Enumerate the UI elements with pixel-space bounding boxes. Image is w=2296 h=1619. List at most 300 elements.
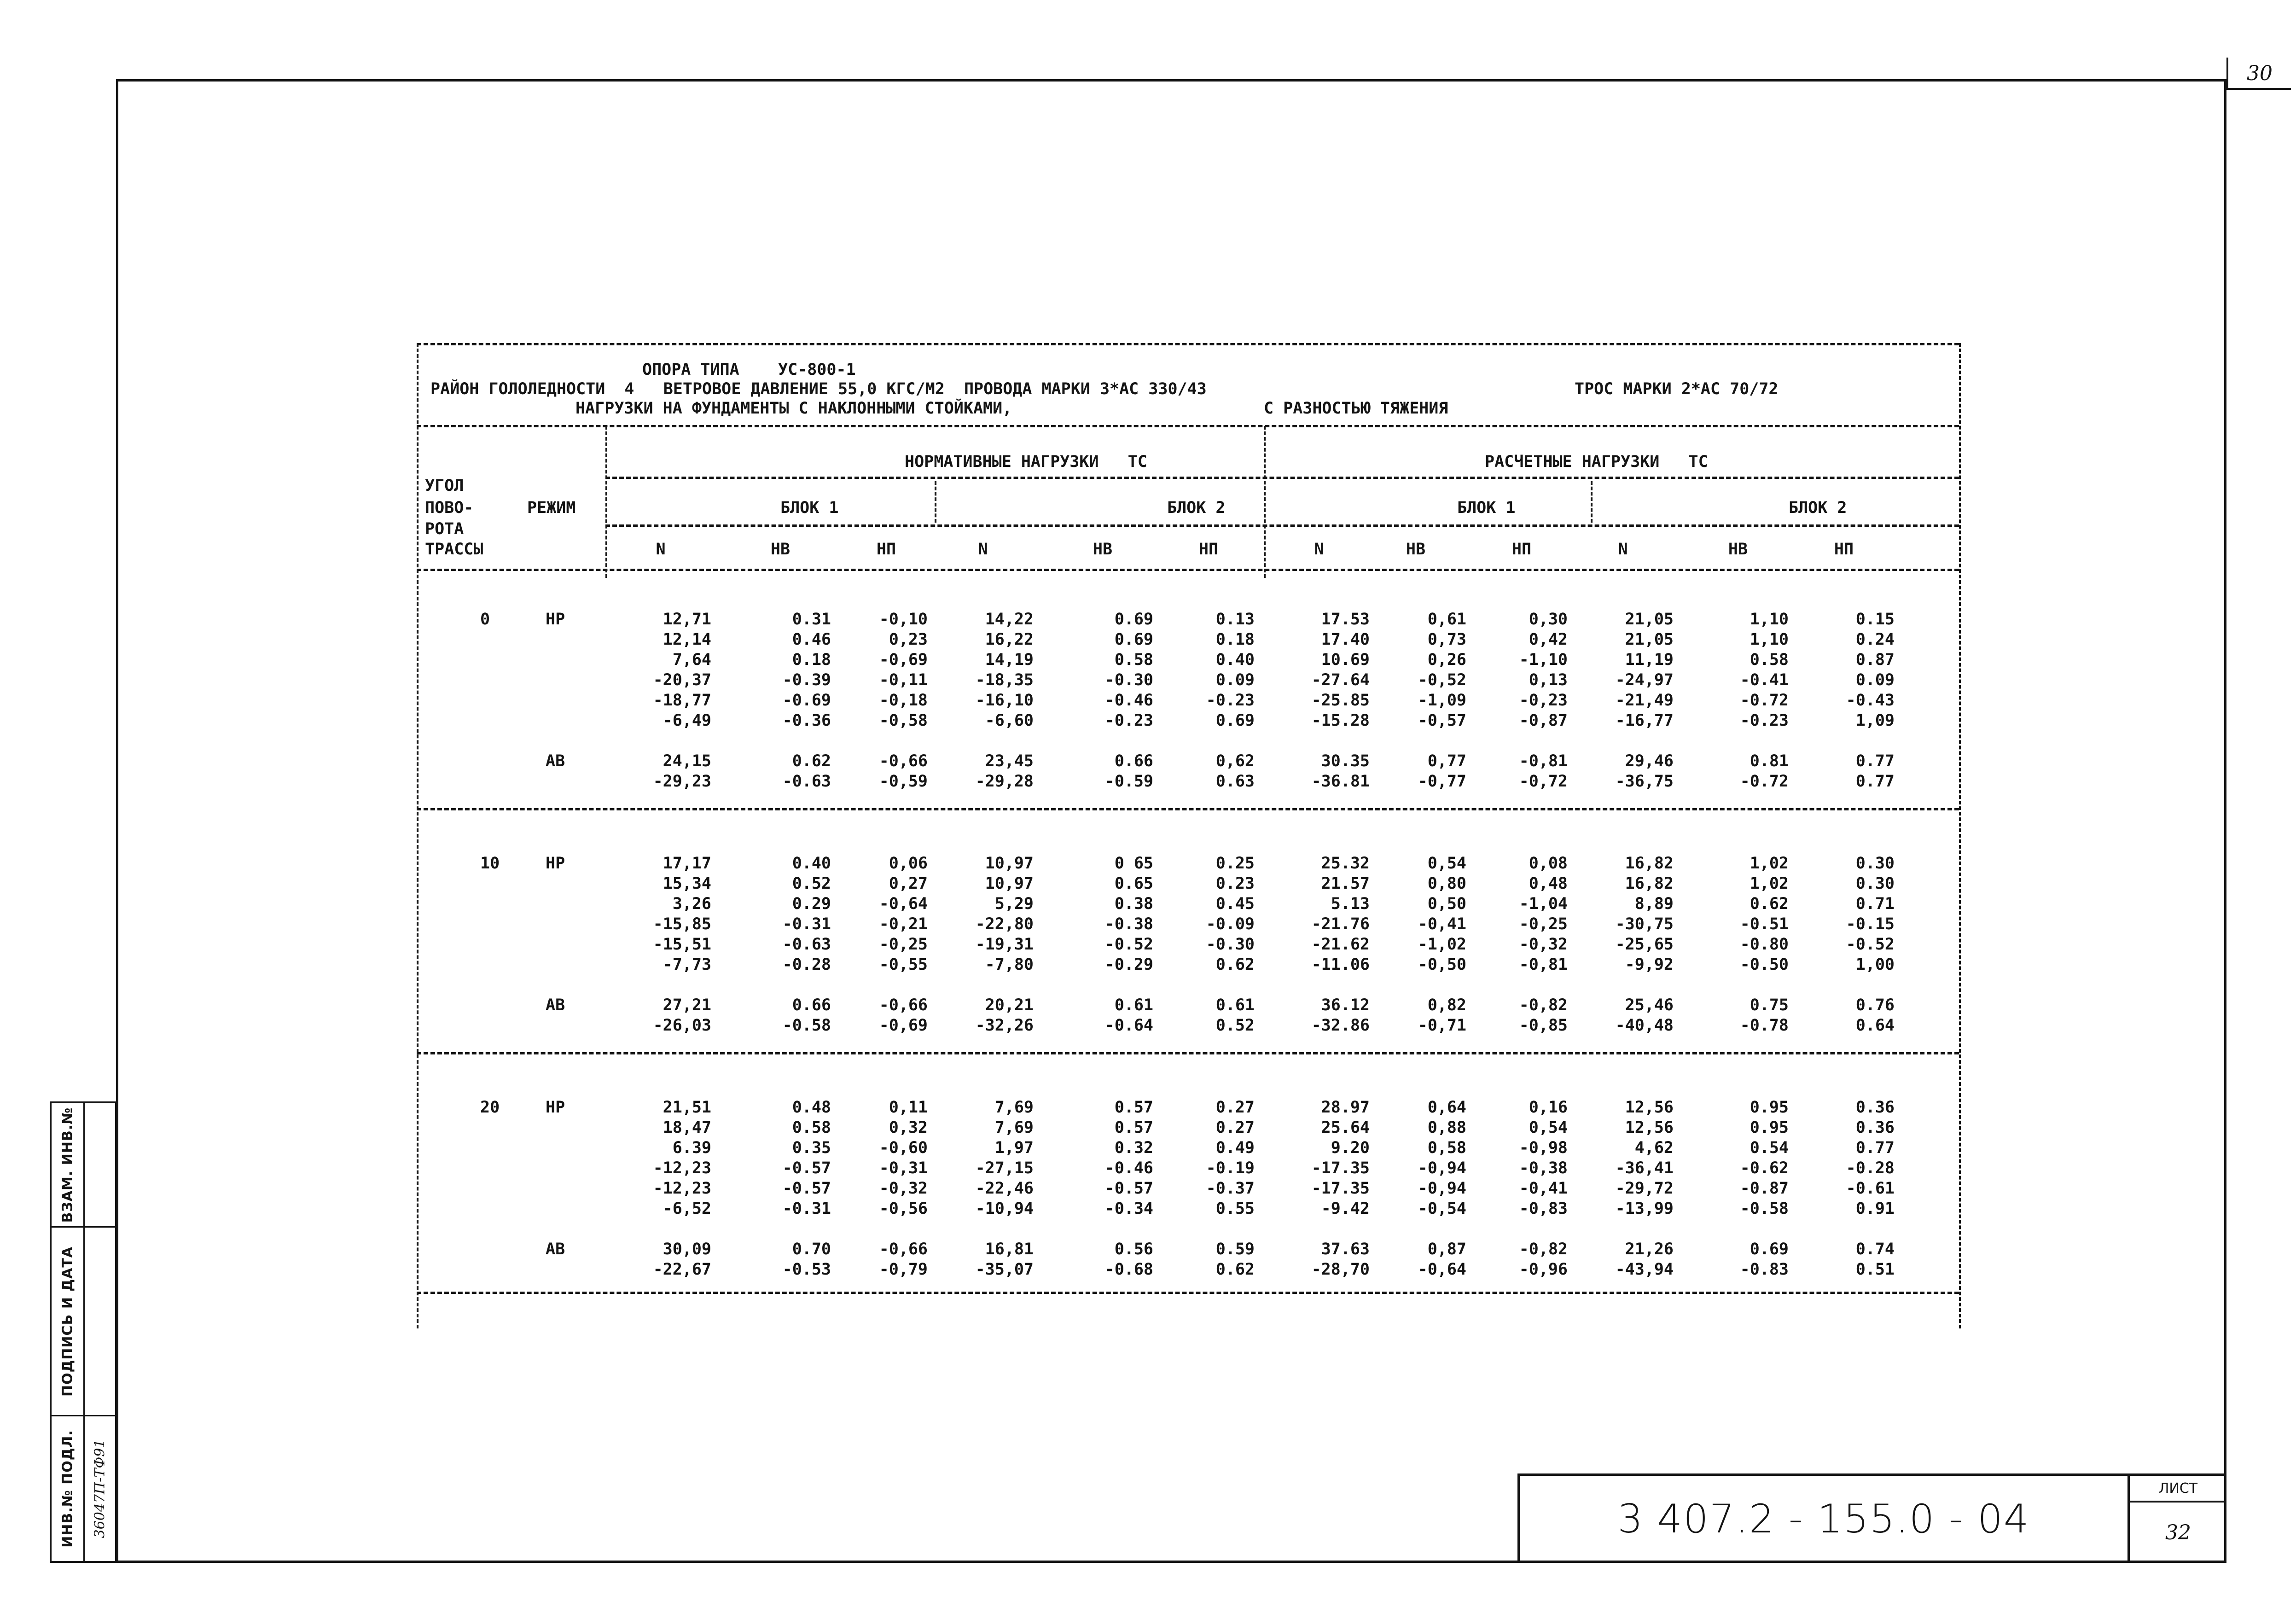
table-cell: -43,94 bbox=[1615, 1260, 1674, 1279]
table-cell: -0.80 bbox=[1740, 935, 1789, 954]
table-cell: -0,81 bbox=[1519, 955, 1568, 974]
table-cell: 16,22 bbox=[985, 630, 1034, 649]
angle-value: 10 bbox=[480, 854, 500, 873]
table-cell: 0.91 bbox=[1855, 1200, 1895, 1218]
rule-under-blocks bbox=[605, 524, 1959, 527]
stamp-value-substitute bbox=[85, 1103, 115, 1228]
table-cell: -0.63 bbox=[782, 935, 831, 954]
stamp-cell-substitute-inventory bbox=[52, 1103, 83, 1228]
table-cell: 0.58 bbox=[792, 1118, 831, 1137]
table-cell: 0.25 bbox=[1215, 854, 1255, 873]
table-cell: -0,64 bbox=[1418, 1260, 1466, 1279]
table-cell: -0,52 bbox=[1418, 671, 1466, 689]
table-cell: -0,55 bbox=[879, 955, 928, 974]
table-cell: -0.64 bbox=[1104, 1016, 1153, 1035]
table-cell: 0.27 bbox=[1215, 1098, 1255, 1117]
table-cell: 12,71 bbox=[663, 610, 711, 629]
table-cell: 0,54 bbox=[1427, 854, 1466, 873]
table-cell: -0,59 bbox=[879, 772, 928, 791]
table-cell: -7,80 bbox=[985, 955, 1034, 974]
table-cell: -0.62 bbox=[1740, 1159, 1789, 1177]
table-cell: 0.76 bbox=[1855, 996, 1895, 1014]
table-cell: 1,97 bbox=[994, 1139, 1034, 1157]
table-cell: -15.28 bbox=[1311, 711, 1370, 730]
table-cell: -0,31 bbox=[879, 1159, 928, 1177]
stamp-handwritten-inventory: 36047П-ТФ91 bbox=[92, 1439, 108, 1538]
table-cell: -0.09 bbox=[1206, 915, 1255, 933]
table-cell: -0,25 bbox=[1519, 915, 1568, 933]
table-cell: 25.32 bbox=[1321, 854, 1370, 873]
table-cell: 0.57 bbox=[1114, 1118, 1153, 1137]
table-cell: 0.18 bbox=[792, 651, 831, 669]
table-cell: 17.53 bbox=[1321, 610, 1370, 629]
table-cell: 28.97 bbox=[1321, 1098, 1370, 1117]
table-cell: -40,48 bbox=[1615, 1016, 1674, 1035]
table-cell: 7,64 bbox=[672, 651, 711, 669]
stamp-cell-original-inventory bbox=[52, 1416, 83, 1561]
table-cell: -19,31 bbox=[975, 935, 1034, 954]
table-cell: -36,75 bbox=[1615, 772, 1674, 791]
table-cell: -0.69 bbox=[782, 691, 831, 710]
table-cell: 12,14 bbox=[663, 630, 711, 649]
table-cell: -0,41 bbox=[1418, 915, 1466, 933]
table-cell: -0.29 bbox=[1104, 955, 1153, 974]
table-cell: -0.53 bbox=[782, 1260, 831, 1279]
table-cell: -0.19 bbox=[1206, 1159, 1255, 1177]
table-cell: -0.63 bbox=[782, 772, 831, 791]
table-cell: 0.70 bbox=[792, 1240, 831, 1258]
table-cell: 4,62 bbox=[1634, 1139, 1674, 1157]
table-cell: 17,17 bbox=[663, 854, 711, 873]
table-cell: 0.63 bbox=[1215, 772, 1255, 791]
table-cell: -0.72 bbox=[1740, 772, 1789, 791]
table-cell: 0.40 bbox=[1215, 651, 1255, 669]
table-cell: -0.52 bbox=[1104, 935, 1153, 954]
sheet-corner-number: 30 bbox=[2226, 58, 2291, 90]
table-cell: 0.69 bbox=[1750, 1240, 1789, 1258]
block-divider bbox=[935, 481, 936, 523]
table-cell: 12,56 bbox=[1625, 1098, 1674, 1117]
border-right bbox=[1959, 343, 1961, 1328]
table-cell: -0.28 bbox=[782, 955, 831, 974]
table-cell: -0.31 bbox=[782, 1200, 831, 1218]
table-cell: 14,19 bbox=[985, 651, 1034, 669]
table-cell: -13,99 bbox=[1615, 1200, 1674, 1218]
header-angle: ТРАССЫ bbox=[425, 540, 483, 559]
table-cell: -0,41 bbox=[1519, 1179, 1568, 1198]
table-cell: 0,42 bbox=[1529, 630, 1568, 649]
table-cell: -0,21 bbox=[879, 915, 928, 933]
table-cell: 0.62 bbox=[1215, 1260, 1255, 1279]
table-cell: 0,82 bbox=[1427, 996, 1466, 1014]
table-cell: -0,57 bbox=[1418, 711, 1466, 730]
table-cell: -36.81 bbox=[1311, 772, 1370, 791]
table-cell: 0,27 bbox=[889, 874, 928, 893]
mode-value: АВ bbox=[546, 752, 565, 770]
table-cell: -0.30 bbox=[1206, 935, 1255, 954]
block-divider bbox=[1591, 481, 1593, 523]
table-cell: -0.83 bbox=[1740, 1260, 1789, 1279]
table-cell: 0,16 bbox=[1529, 1098, 1568, 1117]
table-cell: 10,97 bbox=[985, 874, 1034, 893]
table-cell: 0,62 bbox=[1215, 752, 1255, 770]
table-cell: 0,64 bbox=[1427, 1098, 1466, 1117]
table-cell: 0,32 bbox=[889, 1118, 928, 1137]
table-cell: 0.81 bbox=[1750, 752, 1789, 770]
table-cell: 1,09 bbox=[1855, 711, 1895, 730]
table-cell: -0,18 bbox=[879, 691, 928, 710]
table-cell: 0.32 bbox=[1114, 1139, 1153, 1157]
stamp-value-inventory bbox=[85, 1416, 115, 1561]
column-head: НВ bbox=[1406, 540, 1426, 559]
table-cell: 0.56 bbox=[1114, 1240, 1153, 1258]
table-cell: 18,47 bbox=[663, 1118, 711, 1137]
table-cell: -25,65 bbox=[1615, 935, 1674, 954]
table-cell: 7,69 bbox=[994, 1098, 1034, 1117]
table-cell: 0,08 bbox=[1529, 854, 1568, 873]
table-cell: 0.61 bbox=[1114, 996, 1153, 1014]
stamp-value-signature bbox=[85, 1228, 115, 1416]
table-cell: -17.35 bbox=[1311, 1179, 1370, 1198]
table-cell: 0,87 bbox=[1427, 1240, 1466, 1258]
table-cell: 0.24 bbox=[1855, 630, 1895, 649]
table-cell: 5,29 bbox=[994, 895, 1034, 913]
angle-value: 0 bbox=[480, 610, 490, 629]
table-cell: -9.42 bbox=[1321, 1200, 1370, 1218]
table-cell: -0.68 bbox=[1104, 1260, 1153, 1279]
column-head: N bbox=[656, 540, 666, 559]
table-cell: 0.51 bbox=[1855, 1260, 1895, 1279]
table-cell: 0.66 bbox=[792, 996, 831, 1014]
header-normative-loads: НОРМАТИВНЫЕ НАГРУЗКИ ТС bbox=[905, 453, 1147, 471]
table-cell: -0,79 bbox=[879, 1260, 928, 1279]
table-cell: 0.35 bbox=[792, 1139, 831, 1157]
table-cell: 0,30 bbox=[1529, 610, 1568, 629]
table-cell: 30.35 bbox=[1321, 752, 1370, 770]
side-stamp bbox=[50, 1101, 117, 1563]
table-cell: 36.12 bbox=[1321, 996, 1370, 1014]
table-cell: -0.72 bbox=[1740, 691, 1789, 710]
table-cell: 21,05 bbox=[1625, 610, 1674, 629]
table-cell: -1,02 bbox=[1418, 935, 1466, 954]
header-tension: С РАЗНОСТЬЮ ТЯЖЕНИЯ bbox=[1264, 399, 1448, 418]
table-cell: 0.23 bbox=[1215, 874, 1255, 893]
table-cell: 11,19 bbox=[1625, 651, 1674, 669]
group-separator bbox=[417, 808, 1959, 810]
column-head: НП bbox=[1511, 540, 1532, 559]
table-cell: -0.46 bbox=[1104, 691, 1153, 710]
table-cell: -0.43 bbox=[1846, 691, 1895, 710]
header-angle: РОТА bbox=[425, 520, 464, 538]
table-cell: -1,10 bbox=[1519, 651, 1568, 669]
column-head: НП bbox=[876, 540, 896, 559]
load-printout bbox=[417, 343, 1964, 1328]
table-cell: -0.23 bbox=[1740, 711, 1789, 730]
table-cell: 25.64 bbox=[1321, 1118, 1370, 1137]
table-cell: -7,73 bbox=[663, 955, 711, 974]
table-cell: -16,77 bbox=[1615, 711, 1674, 730]
table-cell: -0.50 bbox=[1740, 955, 1789, 974]
table-cell: -0,56 bbox=[879, 1200, 928, 1218]
table-cell: -0,66 bbox=[879, 1240, 928, 1258]
table-cell: -9,92 bbox=[1625, 955, 1674, 974]
group-separator bbox=[417, 1052, 1959, 1054]
column-head: НВ bbox=[770, 540, 791, 559]
table-cell: 0.95 bbox=[1750, 1118, 1789, 1137]
header-foundation: НАГРУЗКИ НА ФУНДАМЕНТЫ С НАКЛОННЫМИ СТОЙКАМИ, bbox=[575, 399, 1012, 418]
table-cell: -0,77 bbox=[1418, 772, 1466, 791]
stamp-label: ПОДПИСЬ И ДАТА bbox=[59, 1246, 76, 1397]
table-cell: -32,26 bbox=[975, 1016, 1034, 1035]
stamp-label: ВЗАМ. ИНВ.№ bbox=[59, 1107, 76, 1223]
table-cell: 0.66 bbox=[1114, 752, 1153, 770]
table-cell: 0.65 bbox=[1114, 874, 1153, 893]
table-cell: -28,70 bbox=[1311, 1260, 1370, 1279]
table-cell: 0.74 bbox=[1855, 1240, 1895, 1258]
title-block bbox=[1517, 1473, 2226, 1563]
table-cell: 0,77 bbox=[1427, 752, 1466, 770]
table-cell: 0.77 bbox=[1855, 1139, 1895, 1157]
table-cell: 0.13 bbox=[1215, 610, 1255, 629]
header-cable: ТРОС МАРКИ 2*АС 70/72 bbox=[1575, 380, 1779, 398]
table-cell: 0.62 bbox=[792, 752, 831, 770]
column-head: N bbox=[1314, 540, 1324, 559]
table-cell: -29,28 bbox=[975, 772, 1034, 791]
table-cell: -0.46 bbox=[1104, 1159, 1153, 1177]
sheet-label: ЛИСТ bbox=[2130, 1476, 2226, 1503]
table-cell: -27,15 bbox=[975, 1159, 1034, 1177]
table-cell: -22,67 bbox=[653, 1260, 711, 1279]
table-cell: 23,45 bbox=[985, 752, 1034, 770]
column-head: N bbox=[978, 540, 988, 559]
table-cell: 9.20 bbox=[1331, 1139, 1370, 1157]
table-cell: -0,85 bbox=[1519, 1016, 1568, 1035]
header-normative-block2: БЛОК 2 bbox=[1167, 499, 1226, 517]
table-cell: 0.77 bbox=[1855, 752, 1895, 770]
table-cell: 17.40 bbox=[1321, 630, 1370, 649]
table-cell: -0.39 bbox=[782, 671, 831, 689]
table-cell: 0.31 bbox=[792, 610, 831, 629]
table-cell: -26,03 bbox=[653, 1016, 711, 1035]
table-cell: 0.49 bbox=[1215, 1139, 1255, 1157]
table-cell: 20,21 bbox=[985, 996, 1034, 1014]
table-cell: -0.38 bbox=[1104, 915, 1153, 933]
table-cell: -0.37 bbox=[1206, 1179, 1255, 1198]
column-head: НВ bbox=[1093, 540, 1113, 559]
table-cell: -0,10 bbox=[879, 610, 928, 629]
sheet-number: 32 bbox=[2165, 1521, 2191, 1544]
table-cell: 0.36 bbox=[1855, 1118, 1895, 1137]
table-cell: -0.59 bbox=[1104, 772, 1153, 791]
header-calculated-block1: БЛОК 1 bbox=[1457, 499, 1516, 517]
table-cell: -0,81 bbox=[1519, 752, 1568, 770]
table-cell: 0.29 bbox=[792, 895, 831, 913]
table-cell: 0.58 bbox=[1114, 651, 1153, 669]
table-cell: -0,94 bbox=[1418, 1179, 1466, 1198]
table-cell: 8,89 bbox=[1634, 895, 1674, 913]
table-cell: 0,13 bbox=[1529, 671, 1568, 689]
table-cell: -18,35 bbox=[975, 671, 1034, 689]
table-cell: 15,34 bbox=[663, 874, 711, 893]
table-cell: -0.58 bbox=[1740, 1200, 1789, 1218]
table-cell: -0,54 bbox=[1418, 1200, 1466, 1218]
table-cell: -1,04 bbox=[1519, 895, 1568, 913]
table-cell: -0,66 bbox=[879, 752, 928, 770]
table-cell: 0.57 bbox=[1114, 1098, 1153, 1117]
table-cell: 10,97 bbox=[985, 854, 1034, 873]
table-cell: -12,23 bbox=[653, 1179, 711, 1198]
table-cell: -6,60 bbox=[985, 711, 1034, 730]
table-cell: -0,69 bbox=[879, 1016, 928, 1035]
table-cell: -29,23 bbox=[653, 772, 711, 791]
mode-value: АВ bbox=[546, 996, 565, 1014]
table-cell: 21,51 bbox=[663, 1098, 711, 1117]
table-cell: 0.48 bbox=[792, 1098, 831, 1117]
table-cell: -36,41 bbox=[1615, 1159, 1674, 1177]
table-cell: 24,15 bbox=[663, 752, 711, 770]
table-cell: 0.64 bbox=[1855, 1016, 1895, 1035]
border-top bbox=[417, 343, 1959, 345]
table-cell: 0.52 bbox=[792, 874, 831, 893]
table-cell: 0,06 bbox=[889, 854, 928, 873]
rule-under-columns bbox=[417, 569, 1959, 571]
table-cell: -0.51 bbox=[1740, 915, 1789, 933]
table-cell: -1,09 bbox=[1418, 691, 1466, 710]
table-cell: 0.59 bbox=[1215, 1240, 1255, 1258]
table-cell: 0.58 bbox=[1750, 651, 1789, 669]
table-cell: -11.06 bbox=[1311, 955, 1370, 974]
mode-value: НР bbox=[546, 854, 565, 873]
table-cell: -6,52 bbox=[663, 1200, 711, 1218]
table-cell: 0,80 bbox=[1427, 874, 1466, 893]
table-cell: -0.28 bbox=[1846, 1159, 1895, 1177]
table-cell: 12,56 bbox=[1625, 1118, 1674, 1137]
table-cell: -24,97 bbox=[1615, 671, 1674, 689]
table-cell: 0,73 bbox=[1427, 630, 1466, 649]
table-cell: 0,61 bbox=[1427, 610, 1466, 629]
header-support-type: ОПОРА ТИПА УС-800-1 bbox=[642, 361, 856, 379]
border-bottom bbox=[417, 1292, 1959, 1294]
table-cell: -0.58 bbox=[782, 1016, 831, 1035]
table-cell: -0,64 bbox=[879, 895, 928, 913]
table-cell: 0.95 bbox=[1750, 1098, 1789, 1117]
table-cell: 3,26 bbox=[672, 895, 711, 913]
table-cell: -0,25 bbox=[879, 935, 928, 954]
table-cell: -0,82 bbox=[1519, 1240, 1568, 1258]
table-cell: -0.52 bbox=[1846, 935, 1895, 954]
table-cell: -0.31 bbox=[782, 915, 831, 933]
table-cell: 0 65 bbox=[1114, 854, 1153, 873]
table-cell: 0.54 bbox=[1750, 1139, 1789, 1157]
table-cell: -0,60 bbox=[879, 1139, 928, 1157]
table-cell: 0.52 bbox=[1215, 1016, 1255, 1035]
header-angle: УГОЛ bbox=[425, 477, 464, 495]
table-cell: 0.87 bbox=[1855, 651, 1895, 669]
table-cell: -0,87 bbox=[1519, 711, 1568, 730]
table-cell: -0,50 bbox=[1418, 955, 1466, 974]
table-cell: 37.63 bbox=[1321, 1240, 1370, 1258]
table-cell: 27,21 bbox=[663, 996, 711, 1014]
mode-value: НР bbox=[546, 610, 565, 629]
header-angle: ПОВО- bbox=[425, 499, 474, 517]
table-cell: 5.13 bbox=[1331, 895, 1370, 913]
table-cell: 10.69 bbox=[1321, 651, 1370, 669]
table-cell: 0.71 bbox=[1855, 895, 1895, 913]
table-cell: 0.38 bbox=[1114, 895, 1153, 913]
table-cell: -25.85 bbox=[1311, 691, 1370, 710]
border-left bbox=[417, 343, 419, 1328]
table-cell: 0.09 bbox=[1215, 671, 1255, 689]
table-cell: -32.86 bbox=[1311, 1016, 1370, 1035]
table-cell: 0,58 bbox=[1427, 1139, 1466, 1157]
column-head: N bbox=[1618, 540, 1628, 559]
table-cell: 0.30 bbox=[1855, 874, 1895, 893]
table-cell: -0,71 bbox=[1418, 1016, 1466, 1035]
table-cell: -21.76 bbox=[1311, 915, 1370, 933]
table-cell: 1,10 bbox=[1750, 630, 1789, 649]
rule-under-load-type bbox=[605, 477, 1959, 479]
header-mode: РЕЖИМ bbox=[527, 499, 576, 517]
table-cell: 21,26 bbox=[1625, 1240, 1674, 1258]
table-cell: 0.27 bbox=[1215, 1118, 1255, 1137]
table-cell: 1,10 bbox=[1750, 610, 1789, 629]
table-cell: 0.15 bbox=[1855, 610, 1895, 629]
table-cell: -12,23 bbox=[653, 1159, 711, 1177]
table-cell: -27.64 bbox=[1311, 671, 1370, 689]
table-cell: 16,82 bbox=[1625, 874, 1674, 893]
table-cell: -0.23 bbox=[1104, 711, 1153, 730]
table-cell: 0.45 bbox=[1215, 895, 1255, 913]
table-cell: -0,94 bbox=[1418, 1159, 1466, 1177]
stamp-value-column bbox=[85, 1103, 115, 1561]
table-cell: -0.36 bbox=[782, 711, 831, 730]
table-cell: 0,48 bbox=[1529, 874, 1568, 893]
table-cell: 7,69 bbox=[994, 1118, 1034, 1137]
rule-after-title bbox=[417, 425, 1959, 427]
table-cell: -0,11 bbox=[879, 671, 928, 689]
column-head: НП bbox=[1198, 540, 1219, 559]
table-cell: -0.87 bbox=[1740, 1179, 1789, 1198]
table-cell: -0,83 bbox=[1519, 1200, 1568, 1218]
mode-value: НР bbox=[546, 1098, 565, 1117]
table-cell: 30,09 bbox=[663, 1240, 711, 1258]
table-cell: -0.30 bbox=[1104, 671, 1153, 689]
table-cell: -0,32 bbox=[879, 1179, 928, 1198]
table-cell: -0.41 bbox=[1740, 671, 1789, 689]
table-cell: -10,94 bbox=[975, 1200, 1034, 1218]
table-cell: -0,96 bbox=[1519, 1260, 1568, 1279]
table-cell: -0,66 bbox=[879, 996, 928, 1014]
table-cell: -15,85 bbox=[653, 915, 711, 933]
document-code: 3 407.2 - 155.0 - 04 bbox=[1520, 1476, 2130, 1563]
table-cell: -0,32 bbox=[1519, 935, 1568, 954]
table-cell: 0.46 bbox=[792, 630, 831, 649]
table-cell: 0.75 bbox=[1750, 996, 1789, 1014]
table-cell: -0,23 bbox=[1519, 691, 1568, 710]
table-cell: 0.36 bbox=[1855, 1098, 1895, 1117]
table-cell: 0,50 bbox=[1427, 895, 1466, 913]
table-cell: 29,46 bbox=[1625, 752, 1674, 770]
table-cell: -0.57 bbox=[1104, 1179, 1153, 1198]
table-cell: 1,00 bbox=[1855, 955, 1895, 974]
table-cell: 6.39 bbox=[672, 1139, 711, 1157]
table-cell: 16,81 bbox=[985, 1240, 1034, 1258]
header-normative-block1: БЛОК 1 bbox=[780, 499, 839, 517]
table-cell: 0,26 bbox=[1427, 651, 1466, 669]
stamp-cell-signature-date bbox=[52, 1228, 83, 1416]
table-cell: -17.35 bbox=[1311, 1159, 1370, 1177]
table-cell: -0,98 bbox=[1519, 1139, 1568, 1157]
